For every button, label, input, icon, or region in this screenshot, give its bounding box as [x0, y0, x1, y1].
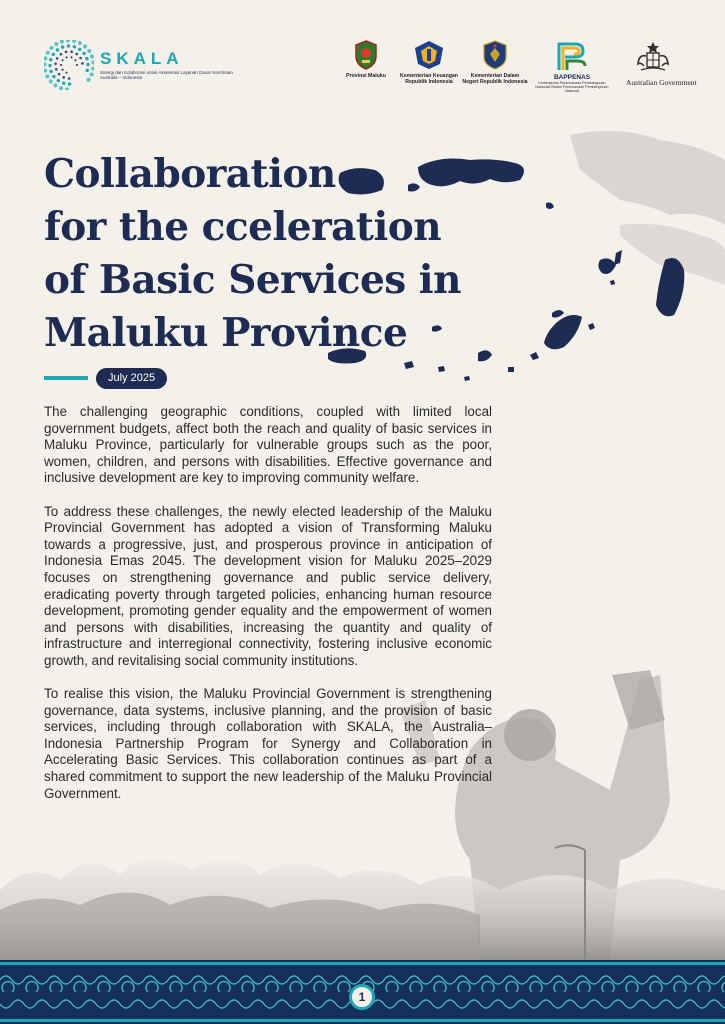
kemendagri-emblem-icon: [482, 40, 508, 70]
partner-label: BAPPENAS: [553, 74, 591, 81]
partner-label: Kementerian Keuangan Republik Indonesia: [400, 73, 458, 85]
title-line: for the cceleration: [44, 204, 442, 250]
title-line: Maluku Province: [44, 310, 408, 356]
body-text: [44, 404, 492, 819]
body-paragraph: To realise this vision, the Maluku Provincial Government is strengthening governance, data systems, inclusive planning, and the provision of basic services, including through collaboration with SKALA, the Australia–Indonesia Partnership Program for Synergy and Collaboration in Accelerating Basic Services. This collaboration continues as part of a shared commitment to support the new leadership of the Maluku Provincial Government.: [44, 686, 492, 801]
partner-logo-kemenkeu: [398, 40, 460, 85]
date-accent-line: [44, 376, 88, 380]
partner-logo-bappenas: [532, 40, 612, 94]
skala-tagline: Sinergi dan Kolaborasi untuk Akselerasi Layanan Dasar Kemitraan Australia – Indonesia: [100, 70, 233, 80]
title-line: of Basic Services in: [44, 257, 461, 303]
page-title: [44, 148, 464, 360]
partner-logo-kemendagri: [462, 40, 528, 85]
maluku-emblem-icon: [354, 40, 378, 70]
australia-coat-of-arms-icon: [633, 40, 673, 74]
skala-logo: [44, 40, 233, 90]
partner-logo-maluku: [344, 40, 388, 79]
partner-label: Provinsi Maluku: [346, 73, 386, 79]
title-line: Collaboration: [44, 151, 336, 197]
skala-wordmark: SKALA: [100, 49, 184, 68]
partner-label: Kementerian Dalam Negeri Republik Indonesia: [462, 73, 528, 85]
kemenkeu-emblem-icon: [413, 40, 445, 70]
bappenas-emblem-icon: [555, 40, 589, 72]
australian-government-label: Australian Government: [626, 78, 697, 87]
date-badge: July 2025: [96, 368, 167, 389]
skala-dots-icon: [44, 40, 94, 90]
partner-sublabel: Kementerian Perencanaan Pembangunan Nasional/ Badan Perencanaan Pembangunan Nasional: [535, 81, 609, 94]
body-paragraph: The challenging geographic conditions, coupled with limited local government budgets, affect both the reach and quality of basic services in Maluku Province, particularly for vulnerable groups such as the poor, women, children, and persons with disabilities. Effective governance and inclusive development are key to improving community welfare.: [44, 404, 492, 486]
partner-logo-australia: [628, 40, 678, 74]
body-paragraph: To address these challenges, the newly elected leadership of the Maluku Provincial Government has adopted a vision of Transforming Maluku towards a progressive, just, and prosperous province in anticipation of Indonesia Emas 2045. The development vision for Maluku 2025–2029 focuses on strengthening governance and public service delivery, eradicating poverty through targeted policies, enhancing human resource development, promoting gender equality and the empowerment of women and persons with disabilities, increasing the quantity and quality of infrastructure and interregional connectivity, fostering inclusive economic growth, and revitalising social community institutions.: [44, 503, 492, 668]
page-number: 1: [349, 984, 375, 1010]
